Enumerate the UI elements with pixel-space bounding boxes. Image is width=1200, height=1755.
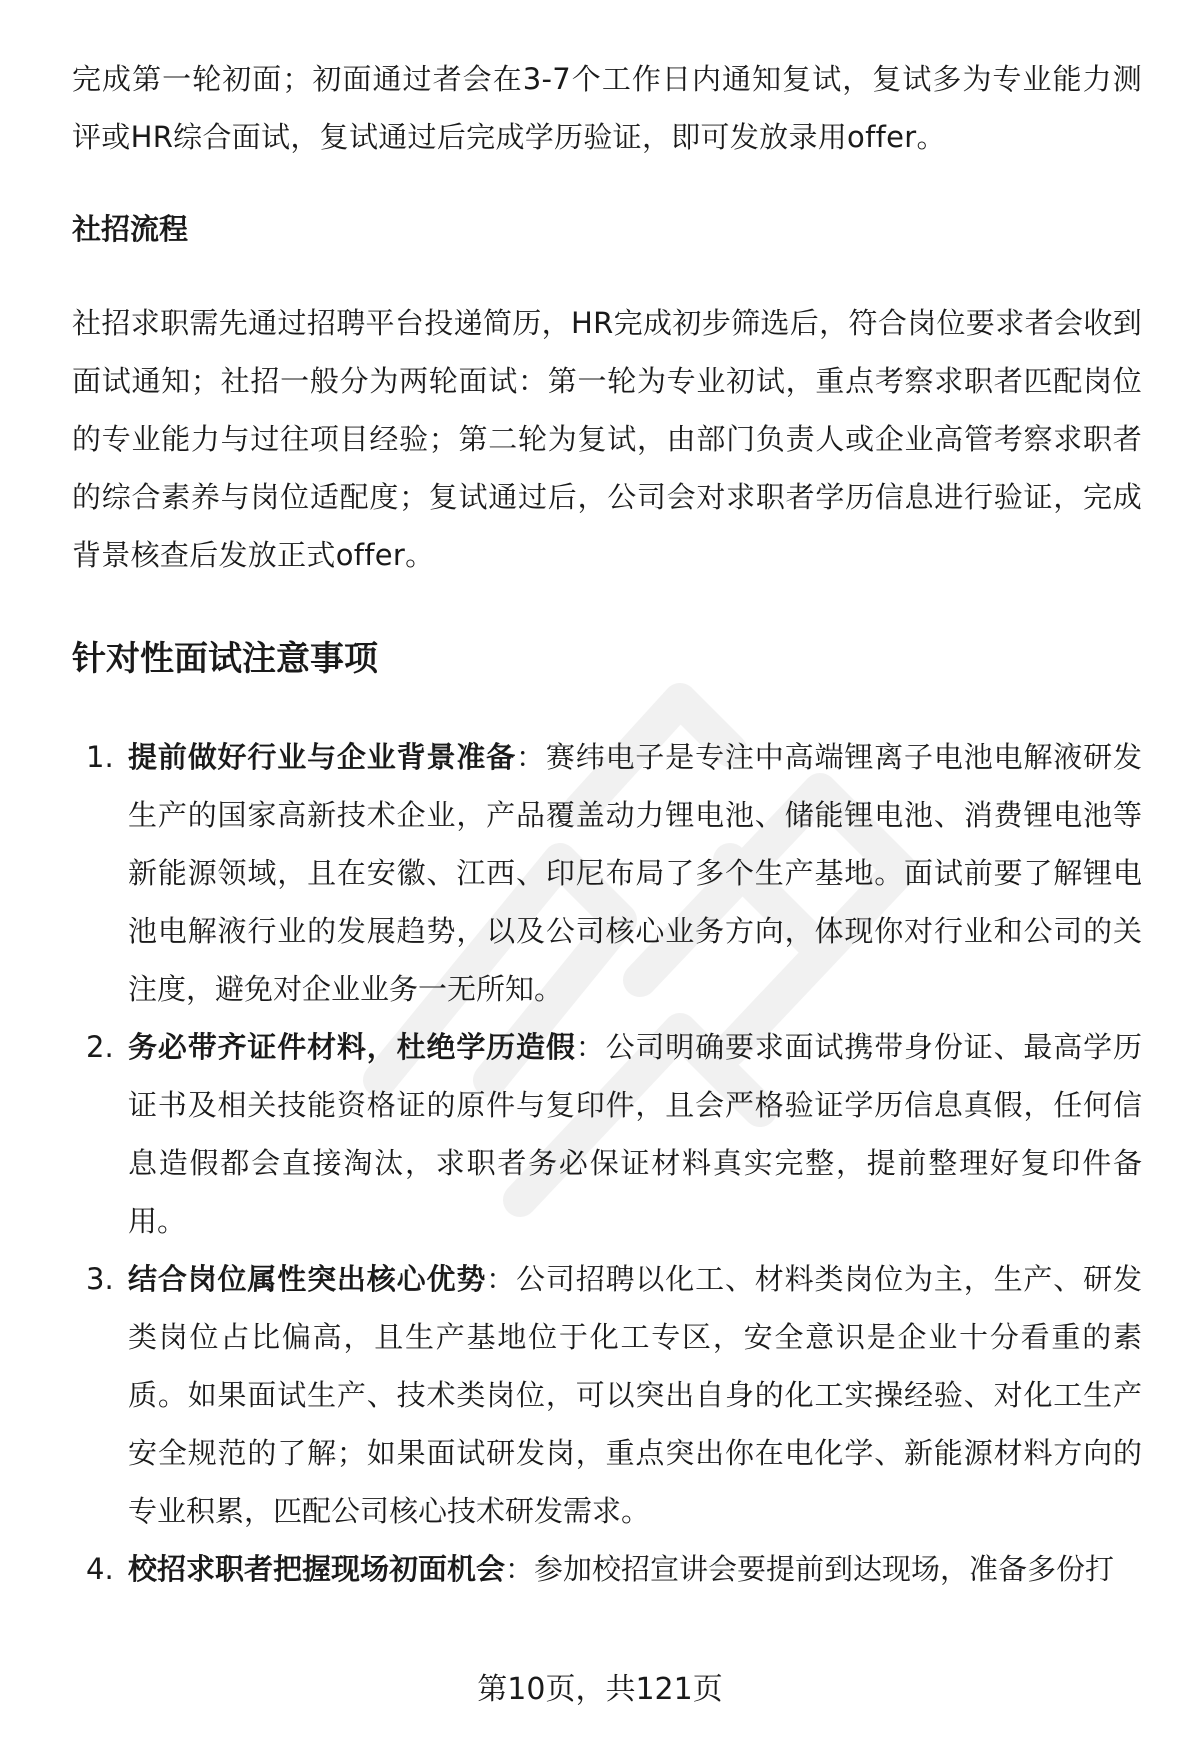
list-item xyxy=(72,728,1142,1018)
list-item-text: ：公司招聘以化工、材料类岗位为主，生产、研发类岗位占比偏高，且生产基地位于化工专区，安全意识是企业十分看重的素质。如果面试生产、技术类岗位，可以突出自身的化工实操经验、对化工生产安全规范的了解；如果面试研发岗，重点突出你在电化学、新能源材料方向的专业积累，匹配公司核心技术研发需求。 xyxy=(128,1262,1142,1528)
list-item-number: 1. xyxy=(86,740,114,774)
list-item-number: 4. xyxy=(86,1552,114,1586)
list-item-lead: 结合岗位属性突出核心优势 xyxy=(128,1262,487,1296)
intro-paragraph: 完成第一轮初面；初面通过者会在3-7个工作日内通知复试，复试多为专业能力测评或HR综合面试，复试通过后完成学历验证，即可发放录用offer。 xyxy=(72,62,1142,154)
list-item-number: 2. xyxy=(86,1030,114,1064)
list-item xyxy=(72,1018,1142,1250)
tips-section-heading: 针对性面试注意事项 xyxy=(72,639,378,679)
list-item-lead: 提前做好行业与企业背景准备 xyxy=(128,740,517,774)
page-footer: 第10页，共121页 xyxy=(477,1672,723,1707)
page-content xyxy=(72,50,1142,1598)
list-item xyxy=(72,1540,1142,1598)
list-item-lead: 务必带齐证件材料，杜绝学历造假 xyxy=(128,1030,576,1064)
list-item-number: 3. xyxy=(86,1262,114,1296)
tips-list xyxy=(72,728,1142,1598)
social-recruit-heading: 社招流程 xyxy=(72,212,189,246)
list-item-text: ：公司明确要求面试携带身份证、最高学历证书及相关技能资格证的原件与复印件，且会严格验证学历信息真假，任何信息造假都会直接淘汰，求职者务必保证材料真实完整，提前整理好复印件备用。 xyxy=(128,1030,1142,1238)
social-recruit-paragraph: 社招求职需先通过招聘平台投递简历，HR完成初步筛选后，符合岗位要求者会收到面试通知；社招一般分为两轮面试：第一轮为专业初试，重点考察求职者匹配岗位的专业能力与过往项目经验；第二轮为复试，由部门负责人或企业高管考察求职者的综合素养与岗位适配度；复试通过后，公司会对求职者学历信息进行验证，完成背景核查后发放正式offer。 xyxy=(72,306,1142,572)
list-item xyxy=(72,1250,1142,1540)
list-item-text: ：赛纬电子是专注中高端锂离子电池电解液研发生产的国家高新技术企业，产品覆盖动力锂电池、储能锂电池、消费锂电池等新能源领域，且在安徽、江西、印尼布局了多个生产基地。面试前要了解锂电池电解液行业的发展趋势，以及公司核心业务方向，体现你对行业和公司的关注度，避免对企业业务一无所知。 xyxy=(128,740,1142,1006)
list-item-text: ：参加校招宣讲会要提前到达现场，准备多份打 xyxy=(505,1552,1115,1586)
list-item-lead: 校招求职者把握现场初面机会 xyxy=(128,1552,506,1586)
